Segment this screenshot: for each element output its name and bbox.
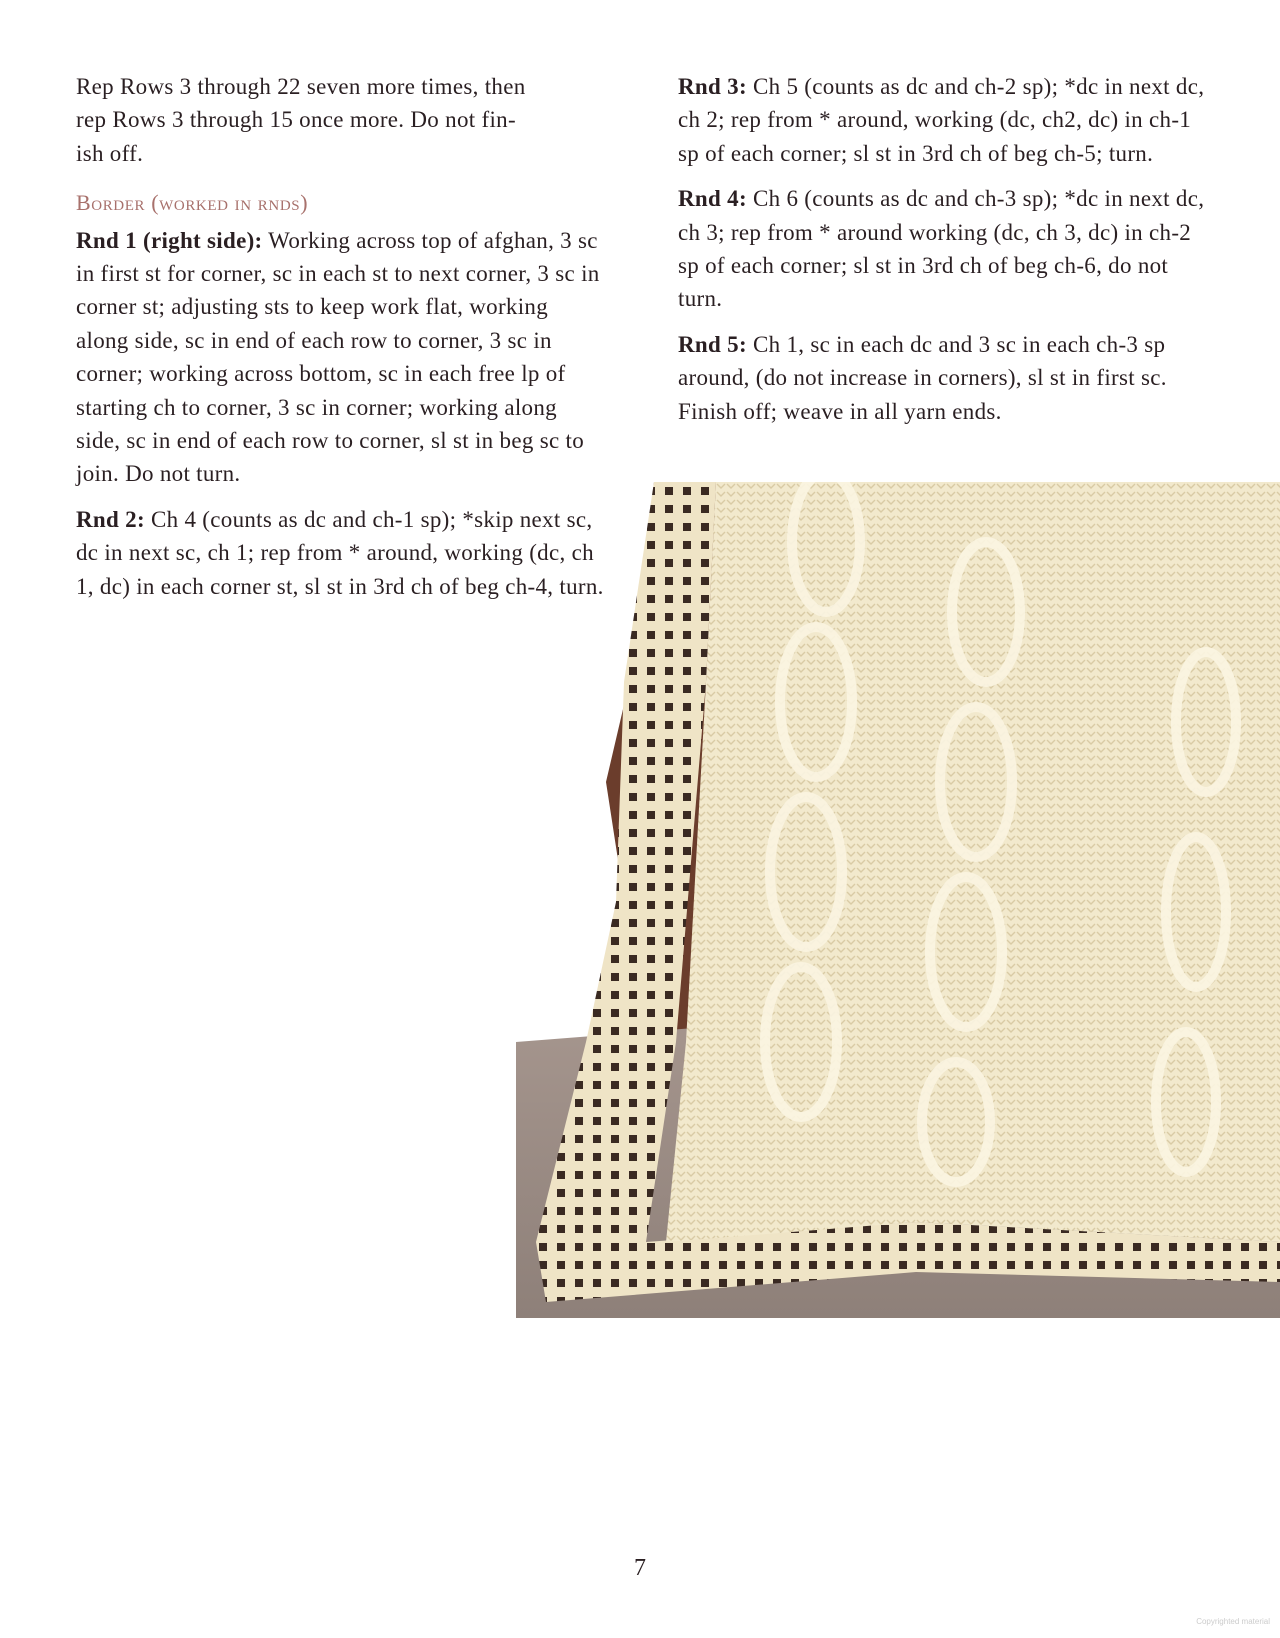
- rnd5-paragraph: [678, 328, 1208, 428]
- intro-line: Rep Rows 3 through 22 seven more times, then: [76, 74, 526, 99]
- intro-line: ish off.: [76, 140, 144, 166]
- rnd1-paragraph: [76, 224, 606, 491]
- intro-line: rep Rows 3 through 15 once more. Do not fin-: [76, 107, 516, 133]
- rnd5-text: Ch 1, sc in each dc and 3 sc in each ch-3 sp around, (do not increase in corners), sl st in first sc. Finish off; weave in all yarn ends.: [678, 331, 1167, 424]
- rnd3-text: Ch 5 (counts as dc and ch-2 sp); *dc in next dc, ch 2; rep from * around, working (dc, ch2, dc) in ch-1 sp of each corner; sl st in 3rd ch of beg ch-5; turn.: [678, 74, 1205, 166]
- rnd1-text: Working across top of afghan, 3 sc in first st for corner, sc in each st to next corner, 3 sc in corner st; adjusting sts to keep work flat, working along side, sc in end of each row to corner, 3 sc in corner; working across bottom, sc in each free lp of starting ch to corner, 3 sc in corner; working along side, sc in end of each row to corner, sl st in beg sc to join. Do not turn.: [76, 227, 600, 487]
- rnd5-label: Rnd 5:: [678, 331, 747, 357]
- rnd4-text: Ch 6 (counts as dc and ch-3 sp); *dc in next dc, ch 3; rep from * around working (dc, ch 3, dc) in ch-2 sp of each corner; sl st in 3rd ch of beg ch-6, do not turn.: [678, 186, 1205, 312]
- rnd3-paragraph: [678, 70, 1208, 170]
- rnd1-label: Rnd 1 (right side):: [76, 227, 263, 253]
- border-heading: Border (worked in rnds): [76, 190, 309, 216]
- right-column: [678, 70, 1208, 440]
- afghan-body: [666, 482, 1280, 1242]
- intro-paragraph: [76, 70, 606, 170]
- rnd4-paragraph: [678, 182, 1208, 316]
- rnd2-text: Ch 4 (counts as dc and ch-1 sp); *skip next sc, dc in next sc, ch 1; rep from * around, working (dc, ch 1, dc) in each corner st, sl st in 3rd ch of beg ch-4, turn.: [76, 506, 604, 599]
- rnd3-label: Rnd 3:: [678, 74, 747, 99]
- rnd2-label: Rnd 2:: [76, 506, 145, 532]
- page-number: 7: [634, 1555, 646, 1581]
- afghan-photo: [516, 482, 1280, 1318]
- copyright-watermark: Copyrighted material: [1196, 1617, 1270, 1626]
- rnd4-label: Rnd 4:: [678, 186, 747, 212]
